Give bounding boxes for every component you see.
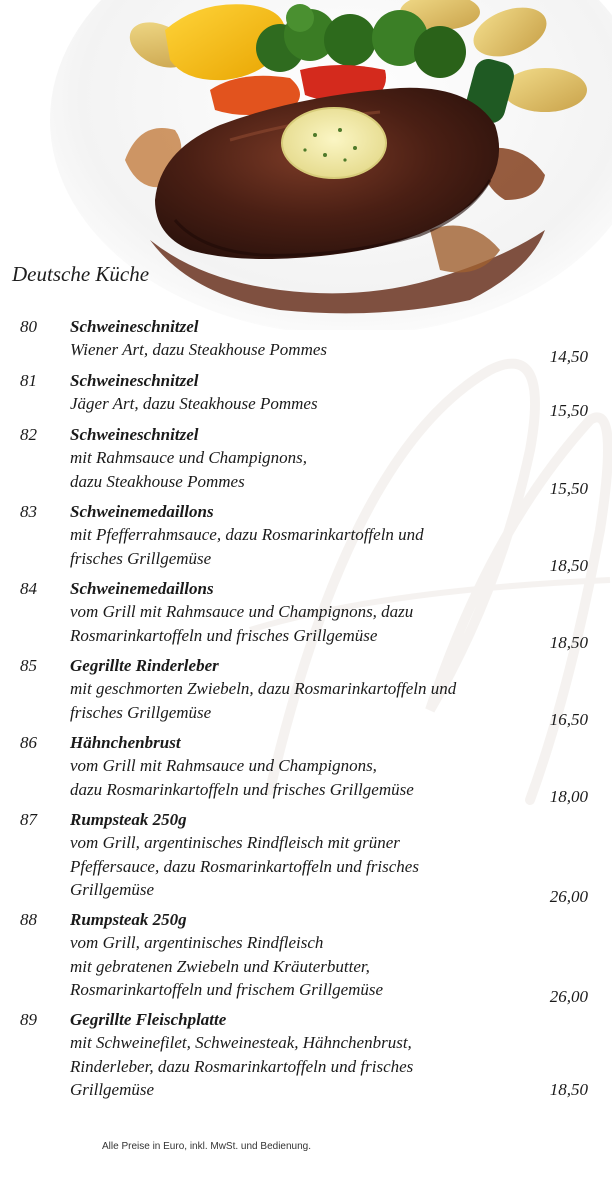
item-name: Schweineschnitzel [70, 317, 199, 336]
item-description-line: Pfeffersauce, dazu Rosmarinkartoffeln und frisches [70, 856, 419, 876]
item-description-line: Rosmarinkartoffeln und frisches Grillgemüse [70, 625, 378, 645]
menu-item [0, 731, 612, 809]
item-description-line: vom Grill, argentinisches Rindfleisch [70, 933, 324, 952]
menu-item [0, 908, 612, 1009]
item-description [70, 931, 510, 1002]
item-description [70, 1031, 510, 1102]
item-price: 26,00 [549, 987, 588, 1006]
item-name: Schweineschnitzel [70, 425, 199, 444]
item-description-line: Jäger Art, dazu Steakhouse Pommes [70, 394, 318, 413]
item-name: Rumpsteak 250g [70, 810, 187, 829]
item-description-line: mit geschmorten Zwiebeln, dazu Rosmarinkartoffeln und [70, 679, 457, 698]
item-name: Hähnchenbrust [70, 733, 181, 752]
item-description-line: mit Pfefferrahmsauce, dazu Rosmarinkartoffeln und [70, 525, 424, 544]
item-name: Schweinemedaillons [70, 579, 214, 598]
item-name: Gegrillte Rinderleber [70, 656, 219, 675]
item-description [70, 677, 510, 724]
item-number: 83 [20, 502, 37, 521]
item-price: 26,00 [549, 887, 588, 906]
item-description-line: Rinderleber, dazu Rosmarinkartoffeln und frisches [70, 1056, 414, 1076]
item-description-line: Grillgemüse [70, 880, 155, 899]
item-description-line: mit Schweinefilet, Schweinesteak, Hähnchenbrust, [70, 1033, 412, 1052]
item-description [70, 831, 510, 902]
item-price: 18,50 [549, 1080, 588, 1099]
item-name: Schweinemedaillons [70, 502, 214, 521]
item-description [70, 523, 510, 570]
menu-item [0, 315, 612, 369]
item-price: 14,50 [549, 347, 588, 366]
item-number: 88 [20, 910, 37, 929]
item-number: 82 [20, 425, 37, 444]
item-description-line: vom Grill mit Rahmsauce und Champignons, [70, 756, 377, 775]
menu-item [0, 369, 612, 423]
item-name: Schweineschnitzel [70, 371, 199, 390]
item-price: 15,50 [549, 479, 588, 498]
item-number: 80 [20, 317, 37, 336]
item-number: 85 [20, 656, 37, 675]
item-number: 87 [20, 810, 37, 829]
menu-item [0, 500, 612, 578]
item-description [70, 392, 510, 416]
item-description-line: mit gebratenen Zwiebeln und Kräuterbutter, [70, 956, 370, 976]
item-description-line: Wiener Art, dazu Steakhouse Pommes [70, 340, 328, 359]
item-description-line: dazu Steakhouse Pommes [70, 471, 245, 491]
item-description-line: frisches Grillgemüse [70, 702, 212, 722]
section-title: Deutsche Küche [12, 262, 150, 286]
price-note: Alle Preise in Euro, inkl. MwSt. und Bedienung. [102, 1141, 311, 1152]
item-description-line: Grillgemüse [70, 1080, 155, 1099]
item-description-line: Rosmarinkartoffeln und frischem Grillgemüse [70, 980, 384, 999]
item-description [70, 338, 510, 362]
item-price: 18,50 [549, 556, 588, 575]
item-number: 89 [20, 1010, 37, 1029]
item-name: Gegrillte Fleischplatte [70, 1010, 227, 1029]
item-number: 86 [20, 733, 37, 752]
item-price: 16,50 [549, 710, 588, 729]
item-description-line: mit Rahmsauce und Champignons, [70, 448, 308, 467]
menu-item [0, 577, 612, 655]
item-description-line: vom Grill, argentinisches Rindfleisch mit grüner [70, 833, 400, 852]
menu-item [0, 808, 612, 909]
menu-item [0, 423, 612, 501]
item-number: 84 [20, 579, 37, 598]
item-name: Rumpsteak 250g [70, 910, 187, 929]
item-price: 18,00 [549, 787, 588, 806]
menu-item [0, 654, 612, 732]
item-price: 15,50 [549, 401, 588, 420]
item-description [70, 600, 510, 647]
item-description-line: frisches Grillgemüse [70, 548, 212, 568]
item-description [70, 446, 510, 493]
item-number: 81 [20, 371, 37, 390]
menu-item [0, 1008, 612, 1102]
item-price: 18,50 [549, 633, 588, 652]
item-description [70, 754, 510, 801]
item-description-line: dazu Rosmarinkartoffeln und frisches Grillgemüse [70, 779, 414, 799]
item-description-line: vom Grill mit Rahmsauce und Champignons, dazu [70, 602, 414, 621]
